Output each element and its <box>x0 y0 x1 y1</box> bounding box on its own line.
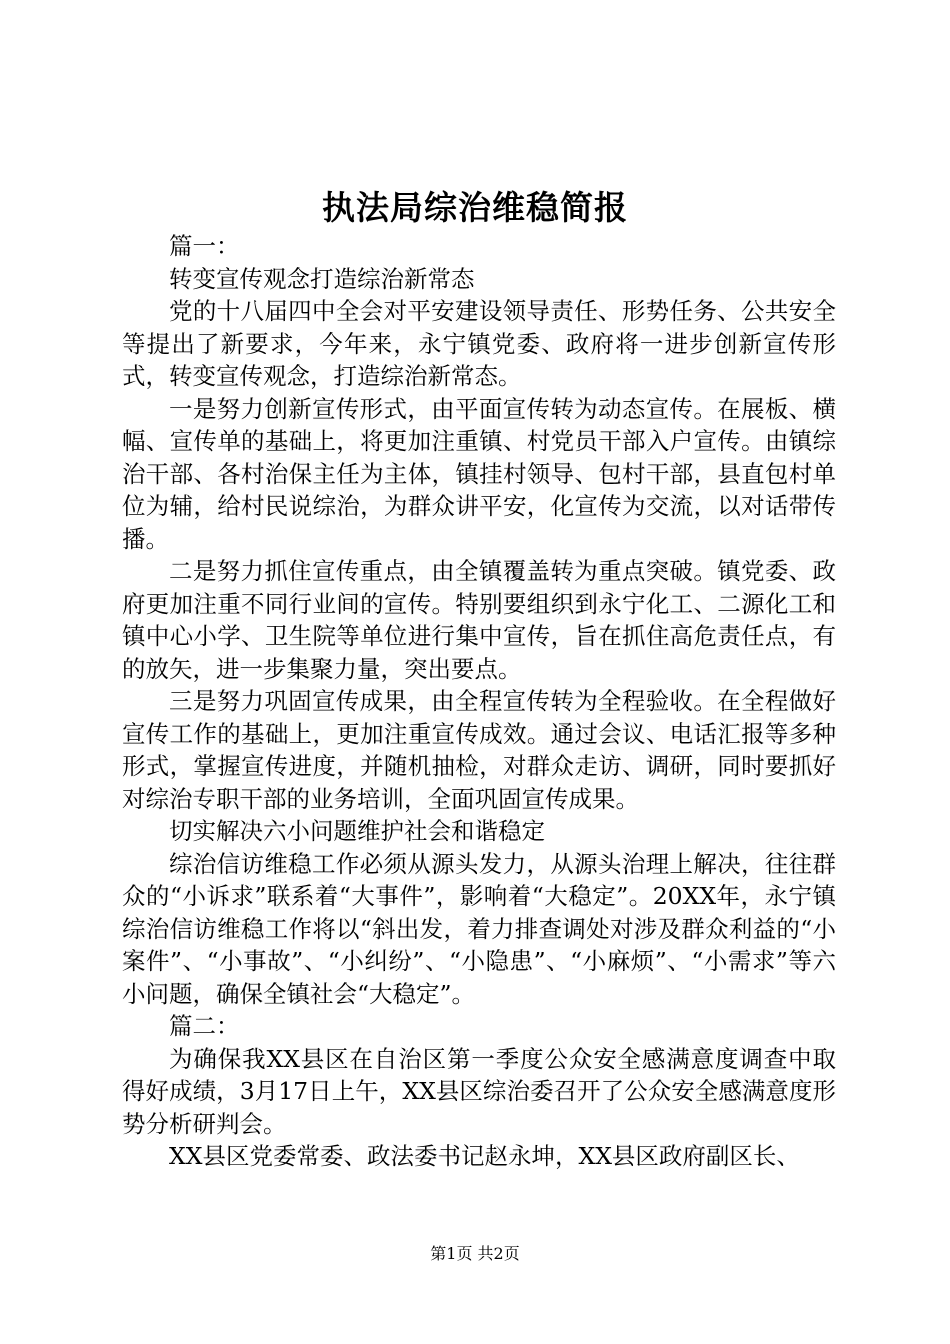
body-paragraph: 为确保我XX县区在自治区第一季度公众安全感满意度调查中取得好成绩，3月17日上午，XX县区综治委召开了公众安全感满意度形势分析研判会。 <box>122 1044 836 1138</box>
body-paragraph: XX县区党委常委、政法委书记赵永坤，XX县区政府副区长、 <box>169 1142 800 1170</box>
body-paragraph: 三是努力巩固宣传成果，由全程宣传转为全程验收。在全程做好宣传工作的基础上，更加注重宣传成效。通过会议、电话汇报等多种形式，掌握宣传进度，并随机抽检，对群众走访、调研，同时要抓好对综治专职干部的业务培训，全面巩固宣传成果。 <box>122 687 836 813</box>
section-heading: 转变宣传观念打造综治新常态 <box>169 264 475 293</box>
document-body <box>122 230 836 1173</box>
section-heading: 切实解决六小问题维护社会和谐稳定 <box>169 817 545 845</box>
body-paragraph: 党的十八届四中全会对平安建设领导责任、形势任务、公共安全等提出了新要求，今年来，永宁镇党委、政府将一进步创新宣传形式，转变宣传观念，打造综治新常态。 <box>122 297 836 390</box>
page-number-footer: 第1页 共2页 <box>430 1244 520 1263</box>
body-paragraph: 二是努力抓住宣传重点，由全镇覆盖转为重点突破。镇党委、政府更加注重不同行业间的宣传。特别要组织到永宁化工、二源化工和镇中心小学、卫生院等单位进行集中宣传，旨在抓住高危责任点，有的放矢，进一步集聚力量，突出要点。 <box>122 557 836 683</box>
body-paragraph: 一是努力创新宣传形式，由平面宣传转为动态宣传。在展板、横幅、宣传单的基础上，将更加注重镇、村党员干部入户宣传。由镇综治干部、各村治保主任为主体，镇挂村领导、包村干部，县直包村单位为辅，给村民说综治，为群众讲平安，化宣传为交流，以对话带传播。 <box>122 394 836 553</box>
section-label: 篇二： <box>169 1012 240 1040</box>
document-title: 执法局综治维稳简报 <box>322 188 628 227</box>
body-paragraph: 综治信访维稳工作必须从源头发力，从源头治理上解决，往往群众的“小诉求”联系着“大事件”，影响着“大稳定”。20XX年，永宁镇综治信访维稳工作将以“斜出发，着力排查调处对涉及群众利益的“小案件”、“小事故”、“小纠纷”、“小隐患”、“小麻烦”、“小需求”等六小问题，确保全镇社会“大稳定”。 <box>122 849 836 1008</box>
section-label: 篇一： <box>169 232 240 260</box>
